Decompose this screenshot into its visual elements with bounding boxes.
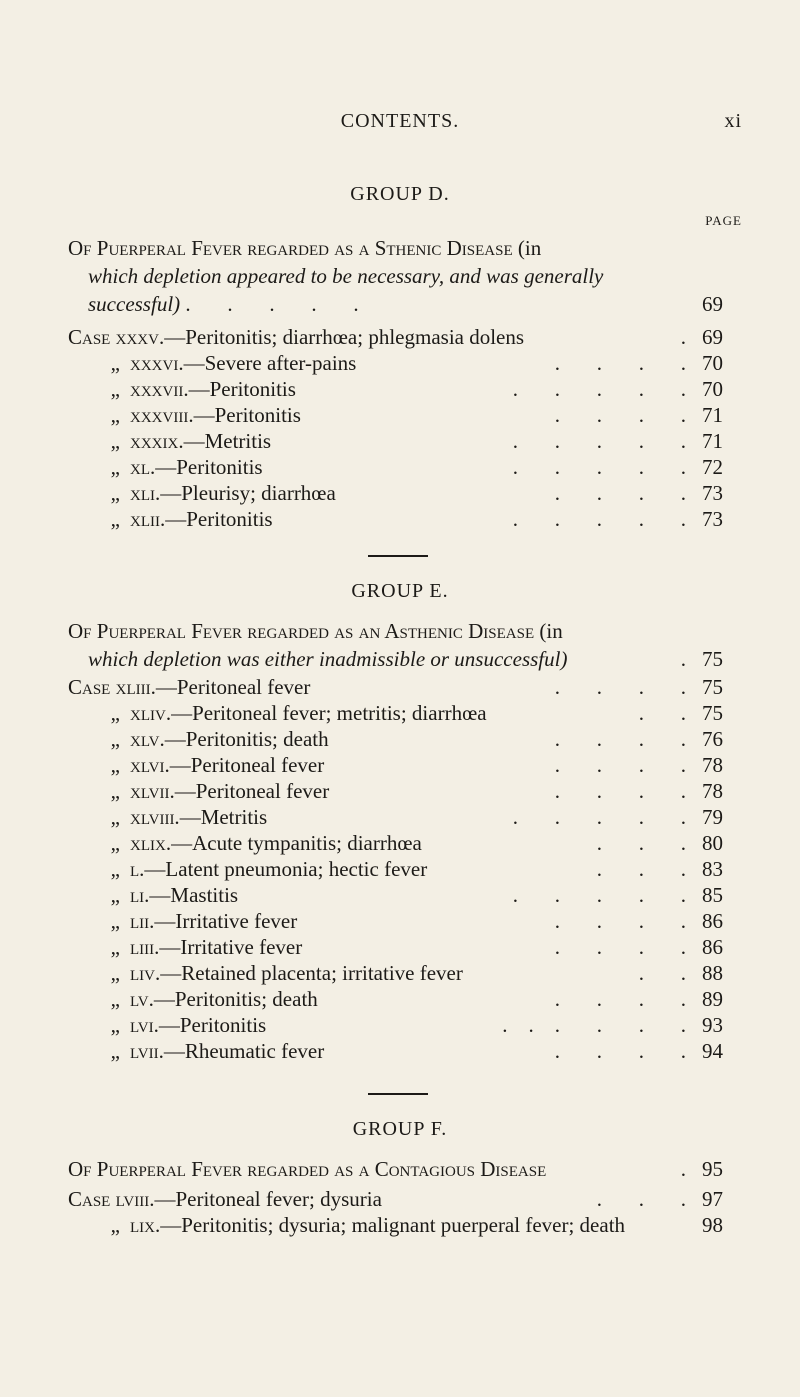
case-entry: „ xxxvi.—Severe after-pains . . . . 70 bbox=[68, 349, 738, 377]
section-divider bbox=[368, 555, 428, 557]
case-page: 70 bbox=[702, 377, 723, 401]
group-e-desc-line1: Of Puerperal Fever regarded as an Asthenic Disease (in bbox=[68, 619, 563, 643]
case-page: 79 bbox=[702, 805, 723, 829]
case-title: —Peritonitis; death bbox=[153, 987, 318, 1011]
case-entry: „ lii.—Irritative fever . . . . 86 bbox=[68, 907, 738, 935]
case-entry: „ l.—Latent pneumonia; hectic fever . . . 83 bbox=[68, 855, 738, 883]
case-entry: „ li.—Mastitis . . . . . 85 bbox=[68, 881, 738, 909]
case-title: —Peritonitis; dysuria; malignant puerperal fever; death bbox=[160, 1213, 626, 1237]
case-page: 75 bbox=[702, 675, 723, 699]
case-entry: „ xxxviii.—Peritonitis . . . . 71 bbox=[68, 401, 738, 429]
case-title: —Peritonitis bbox=[165, 507, 273, 531]
case-numeral: xliv. bbox=[130, 701, 172, 725]
case-numeral: xxxviii. bbox=[130, 403, 194, 427]
case-entry: „ lix.—Peritonitis; dysuria; malignant puerperal fever; death 98 bbox=[68, 1211, 738, 1239]
group-f-desc-line1: Of Puerperal Fever regarded as a Contagious Disease . 95 bbox=[68, 1155, 738, 1183]
case-entry: „ xlvii.—Peritoneal fever . . . . 78 bbox=[68, 777, 738, 805]
case-entry: „ xlv.—Peritonitis; death . . . . 76 bbox=[68, 725, 738, 753]
page-column-label: PAGE bbox=[705, 213, 742, 228]
case-entry: „ lvii.—Rheumatic fever . . . . 94 bbox=[68, 1037, 738, 1065]
case-page: 78 bbox=[702, 753, 723, 777]
group-e-description bbox=[68, 617, 738, 673]
case-page: 86 bbox=[702, 935, 723, 959]
case-title: —Peritonitis bbox=[188, 377, 296, 401]
case-title: —Peritoneal fever bbox=[155, 675, 311, 699]
case-title: —Peritonitis bbox=[155, 455, 263, 479]
case-page: 69 bbox=[702, 325, 723, 349]
case-title: —Rheumatic fever bbox=[163, 1039, 325, 1063]
case-title: —Peritonitis; diarrhœa; phlegmasia dolens bbox=[164, 325, 525, 349]
case-entry: Case xliii.—Peritoneal fever . . . . 75 bbox=[68, 673, 738, 701]
case-numeral: lviii. bbox=[115, 1187, 155, 1211]
case-entry: Case xxxv.—Peritonitis; diarrhœa; phlegmasia dolens . 69 bbox=[68, 323, 738, 351]
case-page: 71 bbox=[702, 429, 723, 453]
case-entry: „ xliv.—Peritoneal fever; metritis; diarrhœa . . 75 bbox=[68, 699, 738, 727]
case-title: —Peritoneal fever bbox=[169, 753, 325, 777]
case-numeral: xxxvi. bbox=[130, 351, 184, 375]
case-title: —Peritoneal fever; metritis; diarrhœa bbox=[171, 701, 487, 725]
case-page: 88 bbox=[702, 961, 723, 985]
case-title: —Irritative fever bbox=[154, 909, 298, 933]
case-entry: „ lv.—Peritonitis; death . . . . 89 bbox=[68, 985, 738, 1013]
case-entry: „ xxxix.—Metritis . . . . . 71 bbox=[68, 427, 738, 455]
case-numeral: xxxix. bbox=[130, 429, 184, 453]
case-title: —Severe after-pains bbox=[183, 351, 357, 375]
section-divider bbox=[368, 1093, 428, 1095]
case-page: 73 bbox=[702, 507, 723, 531]
case-title: —Peritoneal fever; dysuria bbox=[154, 1187, 382, 1211]
group-d-desc-line3: successful) . . . . . 69 bbox=[68, 290, 738, 318]
case-title: —Retained placenta; irritative fever bbox=[160, 961, 463, 985]
case-numeral: xlii. bbox=[130, 507, 166, 531]
case-entry: „ xxxvii.—Peritonitis . . . . . 70 bbox=[68, 375, 738, 403]
case-title: —Acute tympanitis; diarrhœa bbox=[171, 831, 422, 855]
case-title: —Peritonitis bbox=[193, 403, 301, 427]
case-page: 83 bbox=[702, 857, 723, 881]
group-e-heading: GROUP E. bbox=[351, 580, 449, 602]
case-entry: „ xl.—Peritonitis . . . . . 72 bbox=[68, 453, 738, 481]
case-title: —Peritonitis; death bbox=[164, 727, 329, 751]
case-title: —Peritoneal fever bbox=[174, 779, 330, 803]
group-d-desc-line1: Of Puerperal Fever regarded as a Sthenic Disease (in bbox=[68, 236, 542, 260]
case-numeral: xl. bbox=[130, 455, 156, 479]
case-page: 85 bbox=[702, 883, 723, 907]
case-entry: „ lvi.—Peritonitis . . . . . . 93 bbox=[68, 1011, 738, 1039]
running-head-page-number: xi bbox=[724, 110, 742, 132]
case-numeral: xlvi. bbox=[130, 753, 170, 777]
case-title: —Latent pneumonia; hectic fever bbox=[144, 857, 428, 881]
case-numeral: xxxv. bbox=[115, 325, 165, 349]
case-page: 71 bbox=[702, 403, 723, 427]
case-numeral: l. bbox=[130, 857, 145, 881]
group-d-heading: GROUP D. bbox=[350, 183, 450, 205]
case-numeral: li. bbox=[130, 883, 150, 907]
case-numeral: lix. bbox=[130, 1213, 161, 1237]
group-f-desc-page: 95 bbox=[702, 1157, 723, 1181]
case-page: 72 bbox=[702, 455, 723, 479]
group-f-heading: GROUP F. bbox=[352, 1118, 448, 1140]
case-title: —Pleurisy; diarrhœa bbox=[160, 481, 336, 505]
case-numeral: xlviii. bbox=[130, 805, 180, 829]
group-d-desc-line2: which depletion appeared to be necessary, and was generally bbox=[88, 264, 604, 288]
case-page: 93 bbox=[702, 1013, 723, 1037]
case-numeral: liii. bbox=[130, 935, 160, 959]
case-title: —Mastitis bbox=[149, 883, 239, 907]
case-page: 94 bbox=[702, 1039, 723, 1063]
case-entry: „ xlviii.—Metritis . . . . . 79 bbox=[68, 803, 738, 831]
case-numeral: lvi. bbox=[130, 1013, 159, 1037]
case-numeral: xlv. bbox=[130, 727, 165, 751]
case-entry: „ xlvi.—Peritoneal fever . . . . 78 bbox=[68, 751, 738, 779]
case-entry: „ xli.—Pleurisy; diarrhœa . . . . 73 bbox=[68, 479, 738, 507]
case-page: 70 bbox=[702, 351, 723, 375]
case-numeral: xlix. bbox=[130, 831, 172, 855]
case-page: 86 bbox=[702, 909, 723, 933]
case-entry: „ liv.—Retained placenta; irritative fever . . 88 bbox=[68, 959, 738, 987]
case-page: 98 bbox=[702, 1213, 723, 1237]
case-title: —Metritis bbox=[179, 805, 268, 829]
case-entry: „ xlix.—Acute tympanitis; diarrhœa . . . 80 bbox=[68, 829, 738, 857]
case-numeral: xliii. bbox=[115, 675, 156, 699]
case-numeral: xxxvii. bbox=[130, 377, 189, 401]
case-page: 75 bbox=[702, 701, 723, 725]
case-entry: „ xlii.—Peritonitis . . . . . 73 bbox=[68, 505, 738, 533]
case-page: 80 bbox=[702, 831, 723, 855]
case-numeral: liv. bbox=[130, 961, 161, 985]
case-numeral: lv. bbox=[130, 987, 154, 1011]
case-page: 78 bbox=[702, 779, 723, 803]
case-entry: Case lviii.—Peritoneal fever; dysuria . . . 97 bbox=[68, 1185, 738, 1213]
running-head-title: CONTENTS. bbox=[340, 110, 460, 132]
running-head bbox=[0, 110, 800, 140]
group-f-description bbox=[68, 1155, 738, 1183]
case-page: 73 bbox=[702, 481, 723, 505]
case-page: 97 bbox=[702, 1187, 723, 1211]
case-numeral: xlvii. bbox=[130, 779, 175, 803]
case-page: 76 bbox=[702, 727, 723, 751]
group-d-description bbox=[68, 234, 738, 318]
group-e-desc-page: 75 bbox=[702, 647, 723, 671]
case-title: —Irritative fever bbox=[159, 935, 303, 959]
case-page: 89 bbox=[702, 987, 723, 1011]
case-numeral: xli. bbox=[130, 481, 161, 505]
case-title: —Peritonitis bbox=[158, 1013, 267, 1037]
case-title: —Metritis bbox=[183, 429, 272, 453]
group-d-desc-page: 69 bbox=[702, 292, 723, 316]
case-entry: „ liii.—Irritative fever . . . . 86 bbox=[68, 933, 738, 961]
case-numeral: lii. bbox=[130, 909, 155, 933]
group-e-desc-line2: which depletion was either inadmissible or unsuccessful) . 75 bbox=[68, 645, 738, 673]
case-numeral: lvii. bbox=[130, 1039, 164, 1063]
